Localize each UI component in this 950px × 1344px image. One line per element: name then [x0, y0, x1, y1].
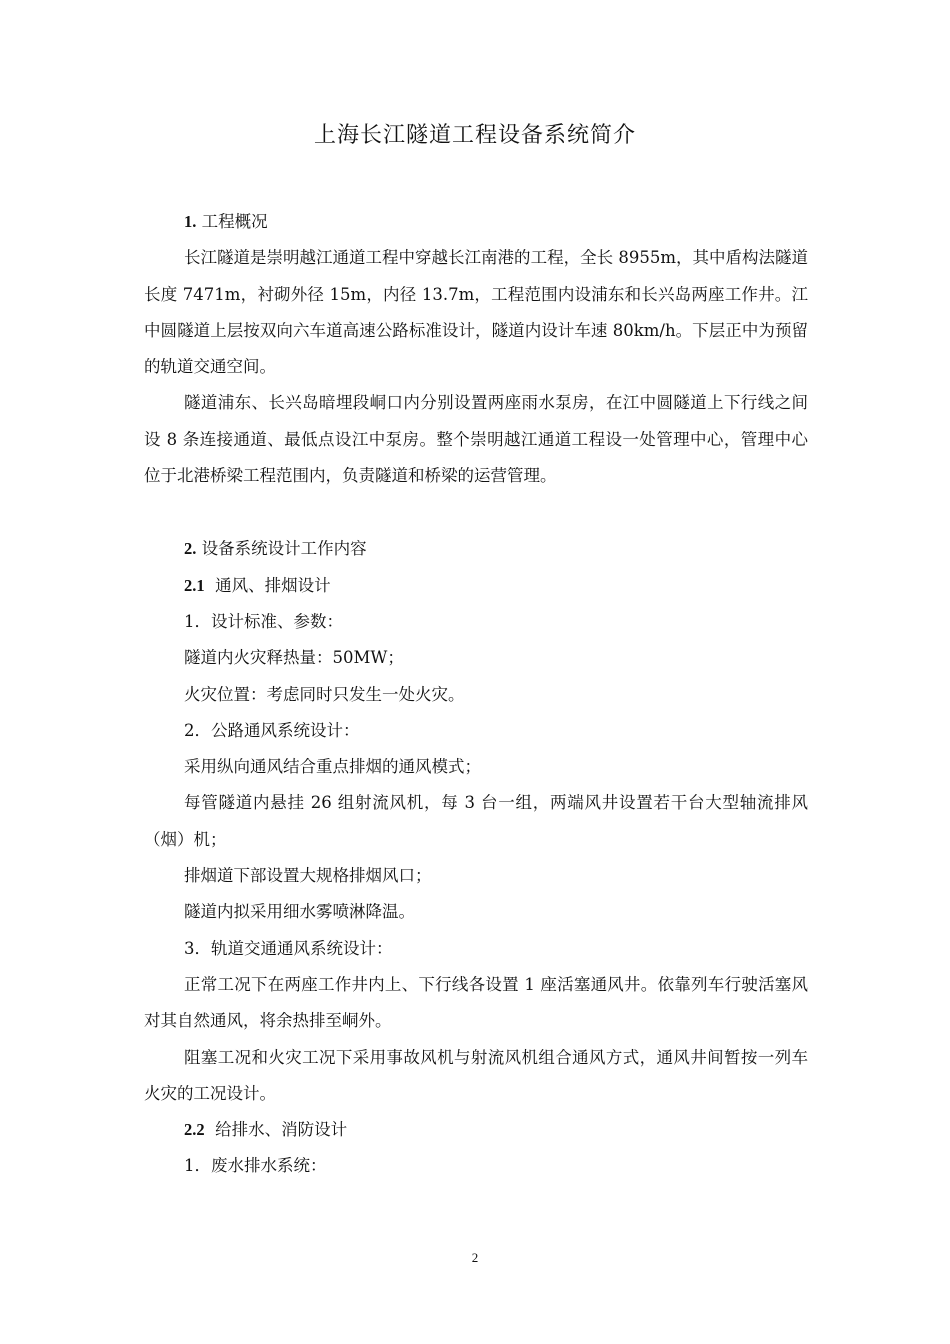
item-wastewater-drainage: 1．废水排水系统：	[184, 1156, 327, 1176]
text-line: 正常工况下在两座工作井内上、下行线各设置 1 座活塞通风井。依靠列车行驶活塞风对其自然通风，将余热排至峒外。	[144, 974, 808, 1031]
document-title: 上海长江隧道工程设备系统简介	[313, 123, 636, 148]
text-line: 阻塞工况和火灾工况下采用事故风机与射流风机组合通风方式，通风井间暂按一列车火灾的工况设计。	[144, 1047, 808, 1103]
subsection-2-2-number: 2.2	[184, 1120, 205, 1140]
page-number: 2	[471, 1250, 479, 1265]
text-line: 隧道内拟采用细水雾喷淋降温。	[184, 902, 415, 922]
text-line: 排烟道下部设置大规格排烟风口；	[184, 866, 432, 886]
document-body	[144, 204, 808, 1185]
paragraph-gap	[144, 494, 808, 531]
subsection-2-2-title: 给排水、消防设计	[215, 1120, 348, 1140]
subsection-2-2-heading	[144, 1112, 808, 1148]
subsection-2-1-title: 通风、排烟设计	[215, 575, 331, 595]
text-line: 采用纵向通风结合重点排烟的通风模式；	[184, 757, 481, 777]
section-2-title: 设备系统设计工作内容	[201, 539, 367, 559]
section-1-number: 1.	[184, 212, 197, 231]
subsection-2-1-heading	[144, 568, 808, 604]
section-2-number: 2.	[184, 539, 197, 559]
section-1-paragraph-2: 隧道浦东、长兴岛暗埋段峒口内分别设置两座雨水泵房，在江中圆隧道上下行线之间设 8 条连接通道、最低点设江中泵房。整个崇明越江通道工程设一处管理中心，管理中心位于北港桥梁工程范围内，负责隧道和桥梁的运营管理。	[144, 393, 808, 486]
section-1-title: 工程概况	[201, 212, 268, 231]
text-line: 隧道内火灾释热量：50MW；	[184, 648, 404, 668]
item-rail-ventilation: 3．轨道交通通风系统设计：	[184, 938, 393, 958]
text-line: 火灾位置：考虑同时只发生一处火灾。	[184, 684, 465, 704]
text-line: 每管隧道内悬挂 26 组射流风机，每 3 台一组，两端风井设置若干台大型轴流排风（烟）机；	[144, 793, 808, 849]
section-2-heading	[144, 531, 808, 567]
item-design-standards: 1．设计标准、参数：	[184, 611, 343, 631]
section-1-paragraph-1: 长江隧道是崇明越江通道工程中穿越长江南港的工程，全长 8955m，其中盾构法隧道长度 7471m，衬砌外径 15m，内径 13.7m，工程范围内设浦东和长兴岛两座工作井。江中圆隧道上层按双向六车道高速公路标准设计，隧道内设计车速 80km/h。下层正中为预留的轨道交通空间。	[144, 248, 808, 377]
section-1-heading	[144, 204, 808, 240]
item-road-ventilation: 2．公路通风系统设计：	[184, 720, 360, 740]
subsection-2-1-number: 2.1	[184, 575, 205, 595]
